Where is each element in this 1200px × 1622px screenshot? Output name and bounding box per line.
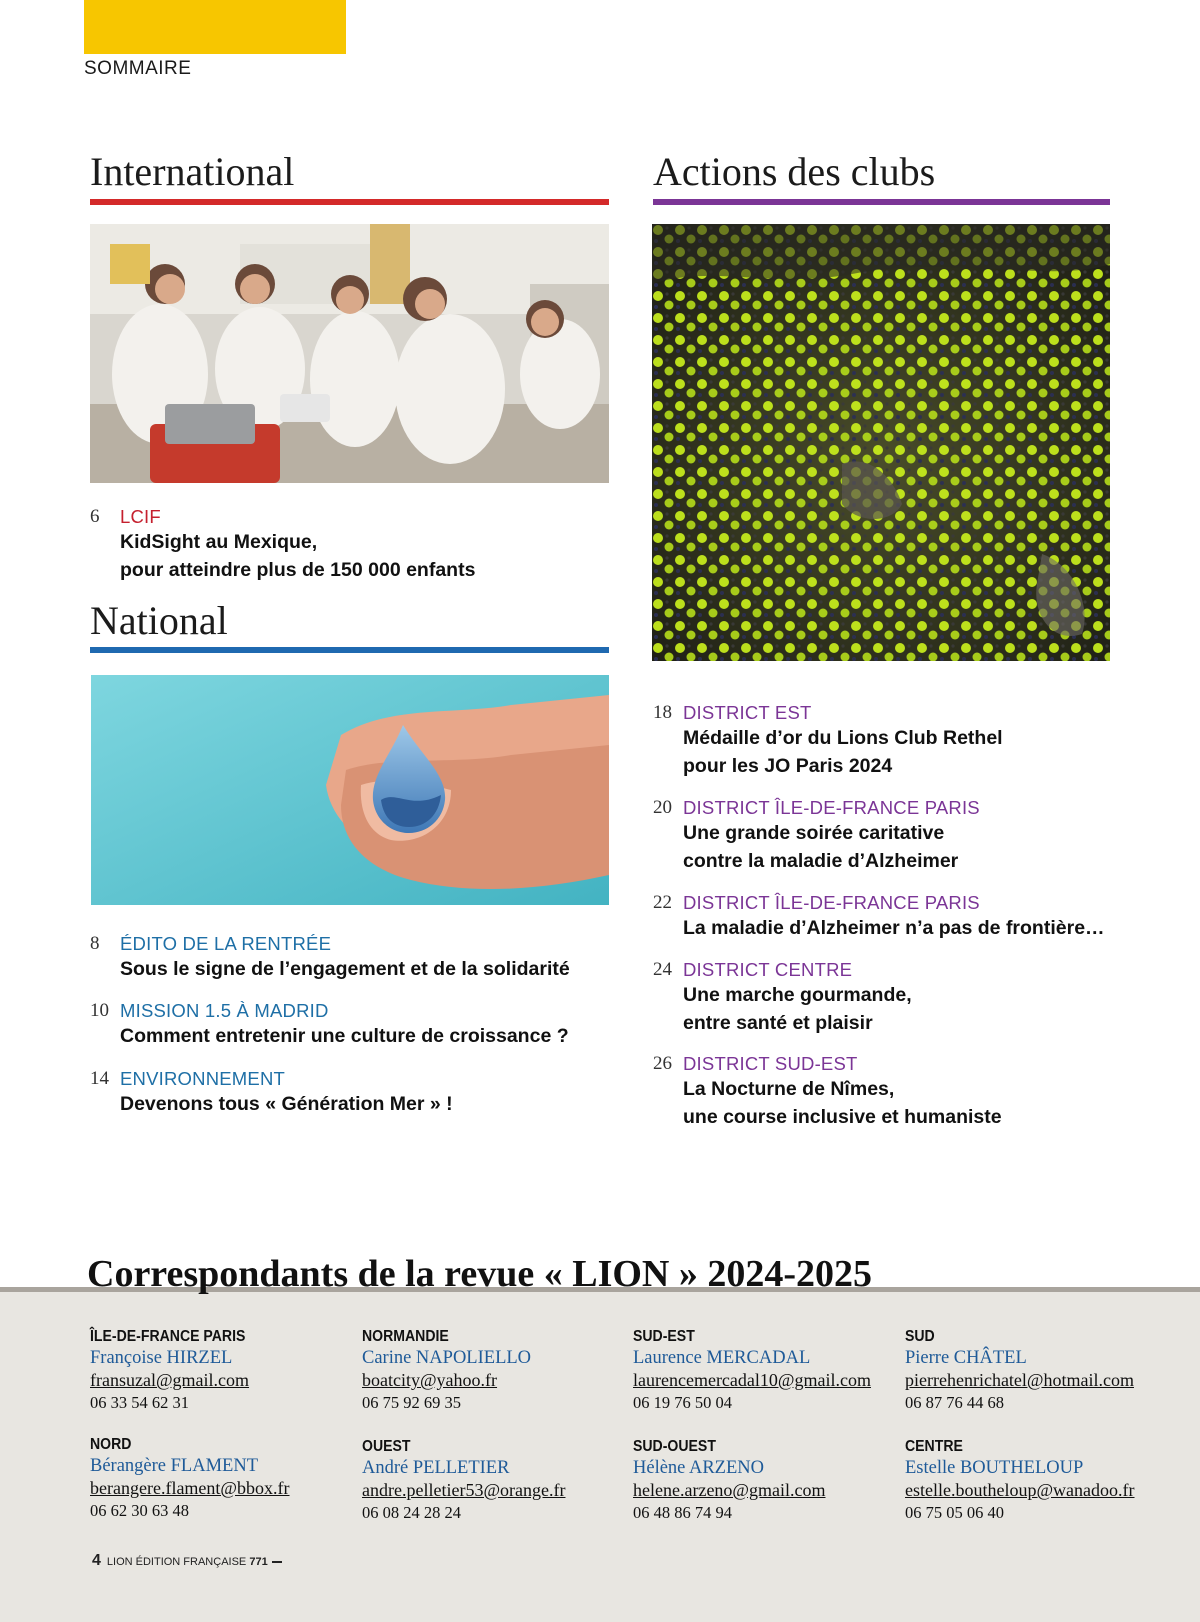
toc-article-title: Une marche gourmande, entre santé et plaisir: [683, 984, 912, 1034]
contact-phone: 06 87 76 44 68: [905, 1393, 1004, 1412]
toc-article-title: Médaille d’or du Lions Club Rethel pour les JO Paris 2024: [683, 727, 1003, 777]
contact-email-link[interactable]: fransuzal@gmail.com: [90, 1370, 250, 1390]
publication-name: LION ÉDITION FRANÇAISE: [106, 1556, 247, 1568]
section-title-actions: Actions des clubs: [653, 149, 936, 194]
contact-centre: [905, 1437, 1165, 1525]
contact-name: Hélène ARZENO: [633, 1458, 765, 1478]
photo-kidsight-mexico: [90, 224, 609, 483]
toc-article-title: KidSight au Mexique, pour atteindre plus de 150 000 enfants: [120, 531, 476, 581]
toc-page-number: 8: [90, 933, 100, 954]
contact-region: SUD: [905, 1328, 935, 1345]
contact-name: Bérangère FLAMENT: [90, 1456, 258, 1476]
contact-sud-ouest: [633, 1437, 893, 1525]
contact-region: ÎLE-DE-FRANCE PARIS: [90, 1328, 246, 1345]
toc-category: DISTRICT CENTRE: [683, 959, 853, 980]
contact-phone: 06 19 76 50 04: [633, 1393, 732, 1412]
toc-article-title: La Nocturne de Nîmes, une course inclusive et humaniste: [683, 1078, 1002, 1128]
toc-item-district-sud-est[interactable]: [653, 1051, 1133, 1141]
contact-region: OUEST: [362, 1438, 411, 1455]
contact-region: SUD-EST: [633, 1328, 695, 1345]
contact-name: Laurence MERCADAL: [633, 1348, 811, 1368]
contact-phone: 06 75 05 06 40: [905, 1503, 1004, 1522]
correspondants-title: Correspondants de la revue « LION » 2024-2025: [87, 1253, 873, 1295]
section-label: SOMMAIRE: [84, 58, 192, 79]
toc-item-district-est[interactable]: [653, 700, 1133, 790]
toc-category: DISTRICT EST: [683, 702, 812, 723]
section-title-national: National: [90, 598, 228, 643]
toc-article-title: Devenons tous « Génération Mer » !: [120, 1093, 453, 1115]
toc-page-number: 24: [653, 959, 672, 980]
toc-page-number: 10: [90, 1000, 109, 1021]
toc-page-number: 26: [653, 1053, 672, 1074]
contact-email-link[interactable]: berangere.flament@bbox.fr: [90, 1478, 290, 1498]
contact-sud-est: [633, 1327, 893, 1415]
toc-item-environnement[interactable]: [90, 1066, 610, 1126]
toc-page-number: 6: [90, 506, 100, 527]
contact-name: Estelle BOUTHELOUP: [905, 1458, 1084, 1478]
contact-name: André PELLETIER: [362, 1458, 510, 1478]
section-rule-international: [90, 199, 609, 205]
contact-name: Carine NAPOLIELLO: [362, 1348, 532, 1368]
contact-email-link[interactable]: laurencemercadal10@gmail.com: [633, 1370, 871, 1390]
toc-item-lcif[interactable]: [90, 504, 610, 594]
contact-name: Françoise HIRZEL: [90, 1348, 233, 1368]
toc-item-mission[interactable]: [90, 998, 610, 1058]
contact-region: NORD: [90, 1436, 132, 1453]
page-footer: [92, 1552, 282, 1570]
issue-number: 771: [249, 1556, 268, 1568]
toc-item-edito[interactable]: [90, 931, 610, 991]
section-rule-national: [90, 647, 609, 653]
toc-page-number: 22: [653, 892, 672, 913]
contact-sud: [905, 1327, 1165, 1415]
footer-dash: [272, 1561, 282, 1563]
contact-phone: 06 75 92 69 35: [362, 1393, 461, 1412]
toc-article-title: Une grande soirée caritative contre la maladie d’Alzheimer: [683, 822, 959, 872]
photo-water-drop-hands: [91, 675, 609, 905]
contact-ile-de-france-paris: [90, 1327, 350, 1415]
contact-email-link[interactable]: estelle.boutheloup@wanadoo.fr: [905, 1480, 1135, 1500]
contact-phone: 06 48 86 74 94: [633, 1503, 732, 1522]
toc-item-idf-soiree[interactable]: [653, 795, 1133, 885]
toc-page-number: 18: [653, 702, 672, 723]
contact-normandie: [362, 1327, 622, 1415]
photo-crowd-runners: [652, 224, 1110, 661]
contact-region: SUD-OUEST: [633, 1438, 716, 1455]
toc-article-title: La maladie d’Alzheimer n’a pas de frontière…: [683, 917, 1105, 939]
toc-page-number: 14: [90, 1068, 109, 1089]
contact-region: NORMANDIE: [362, 1328, 449, 1345]
contact-phone: 06 33 54 62 31: [90, 1393, 189, 1412]
toc-item-district-centre[interactable]: [653, 957, 1133, 1047]
toc-item-idf-alzheimer[interactable]: [653, 890, 1153, 950]
toc-article-title: Comment entretenir une culture de croissance ?: [120, 1025, 569, 1047]
contact-phone: 06 62 30 63 48: [90, 1501, 189, 1520]
section-rule-actions: [653, 199, 1110, 205]
toc-category: DISTRICT ÎLE-DE-FRANCE PARIS: [683, 892, 980, 913]
header-accent-bar: [84, 0, 346, 54]
toc-category: DISTRICT ÎLE-DE-FRANCE PARIS: [683, 797, 980, 818]
toc-category: LCIF: [120, 506, 161, 527]
contact-nord: [90, 1435, 350, 1523]
section-title-international: International: [90, 149, 295, 194]
contact-email-link[interactable]: helene.arzeno@gmail.com: [633, 1480, 826, 1500]
contact-name: Pierre CHÂTEL: [905, 1348, 1027, 1368]
contact-email-link[interactable]: pierrehenrichatel@hotmail.com: [905, 1370, 1134, 1390]
toc-page-number: 20: [653, 797, 672, 818]
toc-category: MISSION 1.5 À MADRID: [120, 1000, 329, 1021]
toc-category: ENVIRONNEMENT: [120, 1068, 285, 1089]
contact-region: CENTRE: [905, 1438, 963, 1455]
contact-email-link[interactable]: boatcity@yahoo.fr: [362, 1370, 498, 1390]
page-number: 4: [92, 1552, 101, 1569]
toc-article-title: Sous le signe de l’engagement et de la solidarité: [120, 958, 570, 980]
contact-ouest: [362, 1437, 622, 1525]
toc-category: ÉDITO DE LA RENTRÉE: [120, 933, 332, 954]
contact-phone: 06 08 24 28 24: [362, 1503, 461, 1522]
toc-category: DISTRICT SUD-EST: [683, 1053, 858, 1074]
contact-email-link[interactable]: andre.pelletier53@orange.fr: [362, 1480, 566, 1500]
